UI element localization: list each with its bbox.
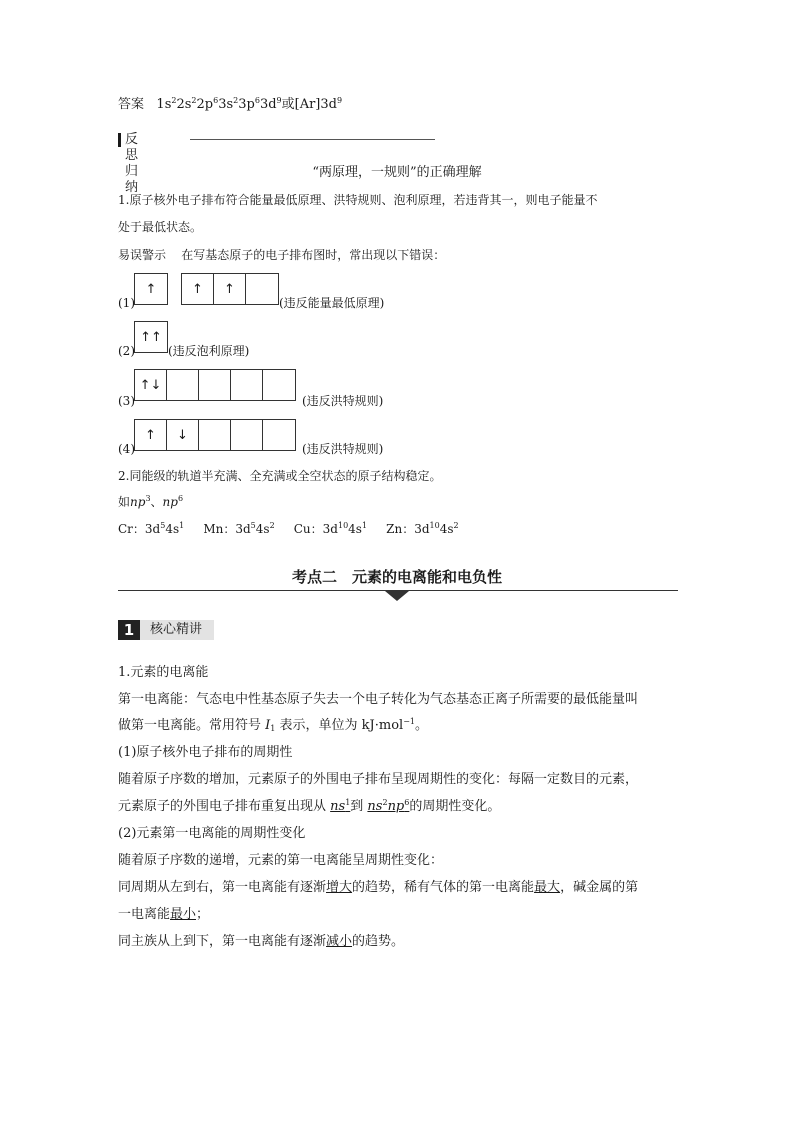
example-3-num: (3) xyxy=(118,394,135,408)
example-2-note: (违反泡利原理) xyxy=(168,344,250,358)
sub2-line1: 随着原子序数的递增，元素的第一电离能呈周期性变化： xyxy=(118,853,444,868)
orbital-s-box xyxy=(134,273,168,305)
sub2-line2: 同周期从左到右，第一电离能有逐渐增大的趋势，稀有气体的第一电离能最大，碱金属的第 xyxy=(118,880,639,895)
reflect-heading-text: 反思归纳 xyxy=(125,132,139,195)
heading-bar xyxy=(118,133,121,147)
warning-text: 在写基态原子的电子排布图时，常出现以下错误： xyxy=(181,248,446,262)
sub1-title: (1)原子核外电子排布的周期性 xyxy=(118,745,293,760)
example-1-num: (1) xyxy=(118,296,135,310)
example-4-num: (4) xyxy=(118,442,135,456)
warning-line xyxy=(118,248,445,263)
arrow-up-icon: ↑ xyxy=(145,281,157,297)
answer-label: 答案 xyxy=(118,97,145,112)
point1-line1: 1.原子核外电子排布符合能量最低原理、洪特规则、泡利原理，若违背其一，则电子能量不 xyxy=(118,193,598,207)
orbital-p-boxes xyxy=(181,273,279,305)
sub2-title: (2)元素第一电离能的周期性变化 xyxy=(118,826,306,841)
section-title: 考点二 元素的电离能和电负性 xyxy=(291,568,502,586)
arrow-up-icon: ↑ xyxy=(192,281,203,297)
orbital-d-boxes-4 xyxy=(134,419,296,451)
orbital-d-boxes-3 xyxy=(134,369,296,401)
orbital-pauli-box xyxy=(134,321,168,353)
principle-title: “两原理，一规则”的正确理解 xyxy=(312,165,482,180)
ion-title: 1.元素的电离能 xyxy=(118,665,209,680)
arrow-down-icon: ↓ xyxy=(177,427,188,443)
ion-def-line1: 第一电离能：气态电中性基态原子失去一个电子转化为气态基态正离子所需要的最低能量叫 xyxy=(118,692,639,707)
point1-line2: 处于最低状态。 xyxy=(118,220,203,234)
section-triangle-icon xyxy=(385,591,409,601)
sub1-line1: 随着原子序数的增加，元素原子的外围电子排布呈现周期性的变化：每隔一定数目的元素， xyxy=(118,772,639,787)
sub2-line3: 一电离能最小； xyxy=(118,907,210,922)
core-badge-label: 核心精讲 xyxy=(150,622,203,637)
sub1-line2: 元素原子的外围电子排布重复出现从 $ns^1$到 $ns^2np^6$的周期性变化。 xyxy=(118,798,501,814)
arrow-up-icon: ↑ xyxy=(224,281,235,297)
config-mn: Mn：$3d^54s^2$ xyxy=(203,521,275,536)
sub2-line4: 同主族从上到下，第一电离能有逐渐减小的趋势。 xyxy=(118,934,405,949)
arrow-up-icon: ↑ xyxy=(151,329,162,345)
example-4-note: (违反洪特规则) xyxy=(302,442,384,456)
config-cr: Cr：$3d^54s^1$ xyxy=(118,521,185,536)
heading-divider xyxy=(190,139,435,140)
warning-label: 易误警示 xyxy=(118,248,167,262)
config-zn: Zn：$3d^{10}4s^2$ xyxy=(386,521,459,536)
answer-line xyxy=(118,97,342,113)
ion-def-line2: 做第一电离能。常用符号 $I_1$ 表示，单位为 kJ·mol$^{-1}$。 xyxy=(118,717,428,733)
example-1-note: (违反能量最低原理) xyxy=(279,296,385,310)
arrow-up-icon: ↑ xyxy=(139,377,151,393)
answer-value: $1s^22s^22p^63s^23p^63d^9$或$[Ar]3d^9$ xyxy=(156,96,343,112)
core-badge-number: 1 xyxy=(118,620,140,640)
config-examples xyxy=(118,522,459,537)
arrow-down-icon: ↓ xyxy=(150,377,162,393)
np-line: 如$np^3$、$np^6$ xyxy=(118,494,184,509)
config-cu: Cu：$3d^{10}4s^1$ xyxy=(293,521,368,536)
point2: 2.同能级的轨道半充满、全充满或全空状态的原子结构稳定。 xyxy=(118,469,442,483)
example-3-note: (违反洪特规则) xyxy=(302,394,384,408)
arrow-up-icon: ↑ xyxy=(145,427,156,443)
arrow-up-icon: ↑ xyxy=(140,329,151,345)
example-2-num: (2) xyxy=(118,344,135,358)
